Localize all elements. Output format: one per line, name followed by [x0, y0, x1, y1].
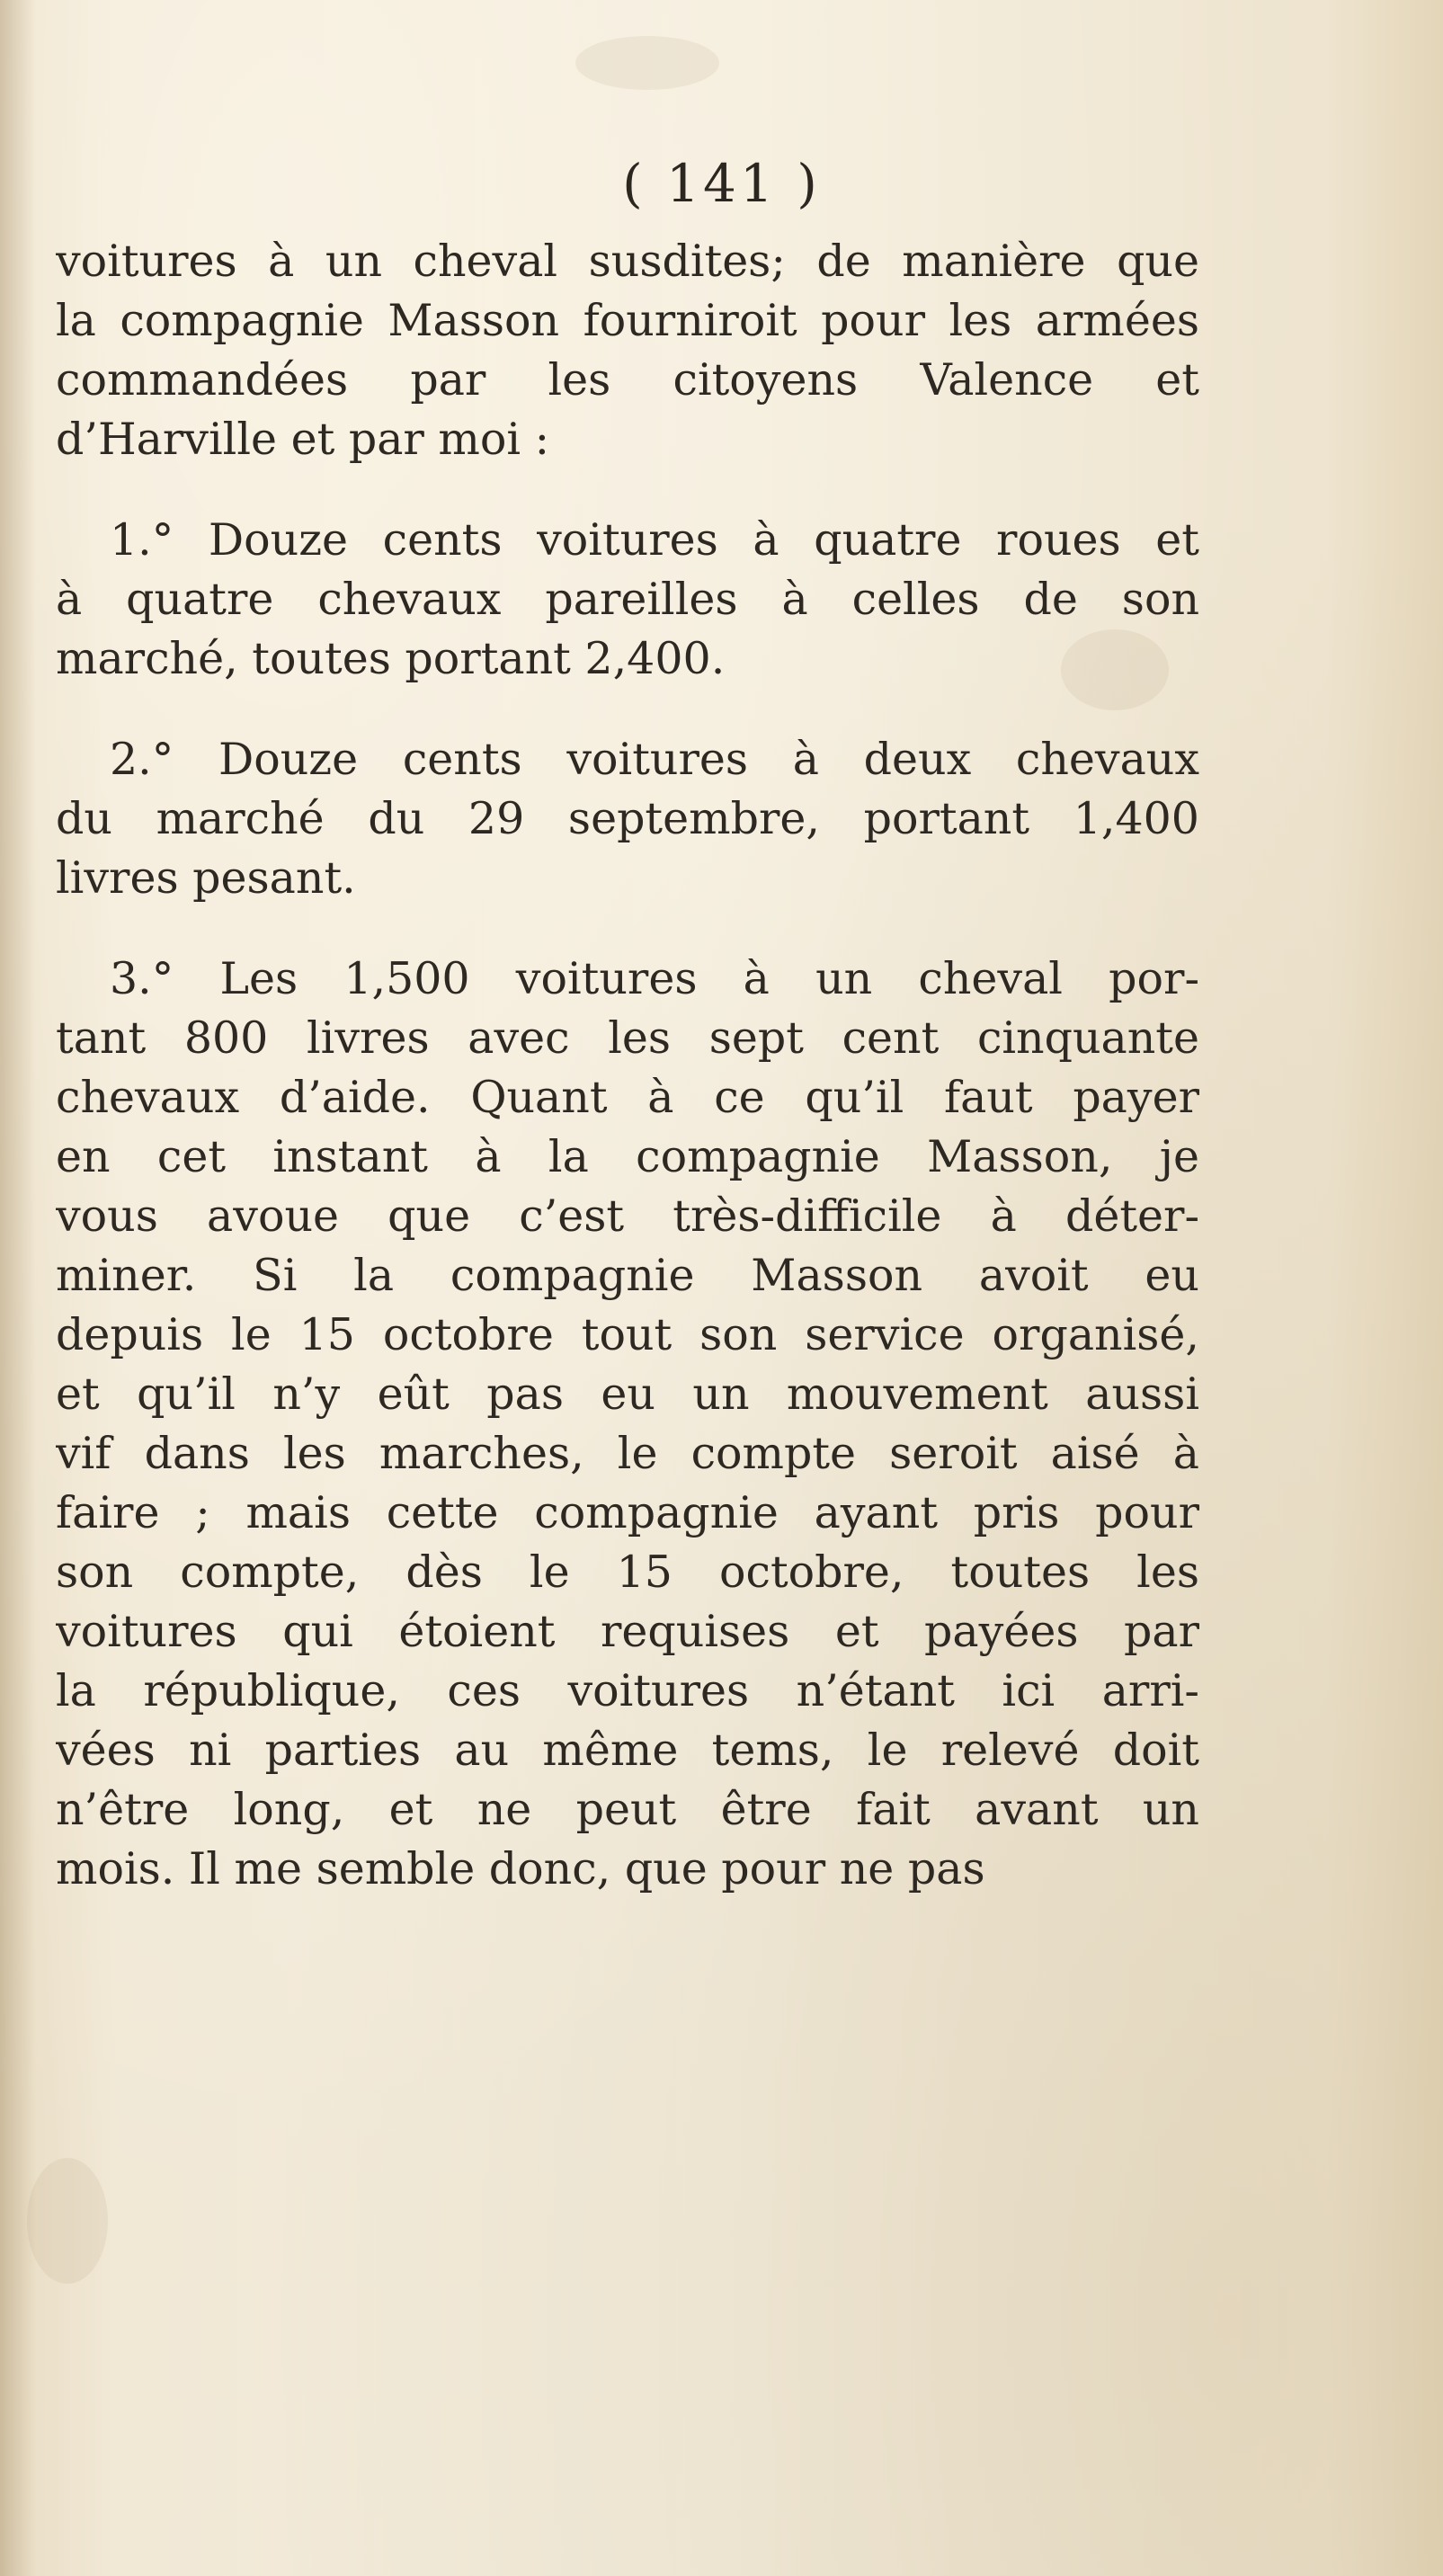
text-line: et qu’il n’y eût pas eu un mouvement aussi	[56, 1368, 1199, 1420]
text-line: tant 800 livres avec les sept cent cinquante	[56, 1012, 1199, 1064]
text-line: vous avoue que c’est très-difficile à déter-	[56, 1190, 1199, 1242]
text-line: n’être long, et ne peut être fait avant un	[56, 1784, 1199, 1835]
text-line: commandées par les citoyens Valence et	[56, 354, 1199, 406]
text-line: marché, toutes portant 2,400.	[56, 633, 726, 684]
paragraph	[56, 730, 1199, 908]
text-line: 1.° Douze cents voitures à quatre roues et	[110, 514, 1199, 566]
text-line: mois. Il me semble donc, que pour ne pas	[56, 1843, 985, 1894]
text-line: 3.° Les 1,500 voitures à un cheval por-	[110, 953, 1199, 1004]
text-line: à quatre chevaux pareilles à celles de son	[56, 574, 1199, 625]
text-line: du marché du 29 septembre, portant 1,400	[56, 793, 1199, 844]
text-line: 2.° Douze cents voitures à deux chevaux	[110, 734, 1199, 785]
text-line: la compagnie Masson fourniroit pour les armées	[56, 295, 1199, 346]
text-line: voitures à un cheval susdites; de manière que	[56, 236, 1199, 287]
text-line: vif dans les marches, le compte seroit aisé à	[56, 1428, 1199, 1479]
text-line: miner. Si la compagnie Masson avoit eu	[56, 1250, 1199, 1301]
text-line: livres pesant.	[56, 852, 356, 904]
text-line: depuis le 15 octobre tout son service organisé,	[56, 1309, 1199, 1360]
page-number: ( 141 )	[622, 153, 821, 214]
text-line: faire ; mais cette compagnie ayant pris pour	[56, 1487, 1199, 1538]
text-line: en cet instant à la compagnie Masson, je	[56, 1131, 1199, 1182]
body-text	[56, 232, 1199, 1940]
text-line: la république, ces voitures n’étant ici arri-	[56, 1665, 1199, 1716]
text-line: chevaux d’aide. Quant à ce qu’il faut payer	[56, 1072, 1199, 1123]
paragraph	[56, 511, 1199, 689]
text-line: son compte, dès le 15 octobre, toutes les	[56, 1546, 1199, 1598]
text-line: vées ni parties au même tems, le relevé doit	[56, 1725, 1199, 1776]
paragraph	[56, 949, 1199, 1899]
text-line: d’Harville et par moi :	[56, 414, 550, 465]
paper-stain	[27, 2158, 108, 2284]
paper-stain	[575, 36, 719, 90]
paragraph	[56, 232, 1199, 469]
text-line: voitures qui étoient requises et payées par	[56, 1606, 1199, 1657]
